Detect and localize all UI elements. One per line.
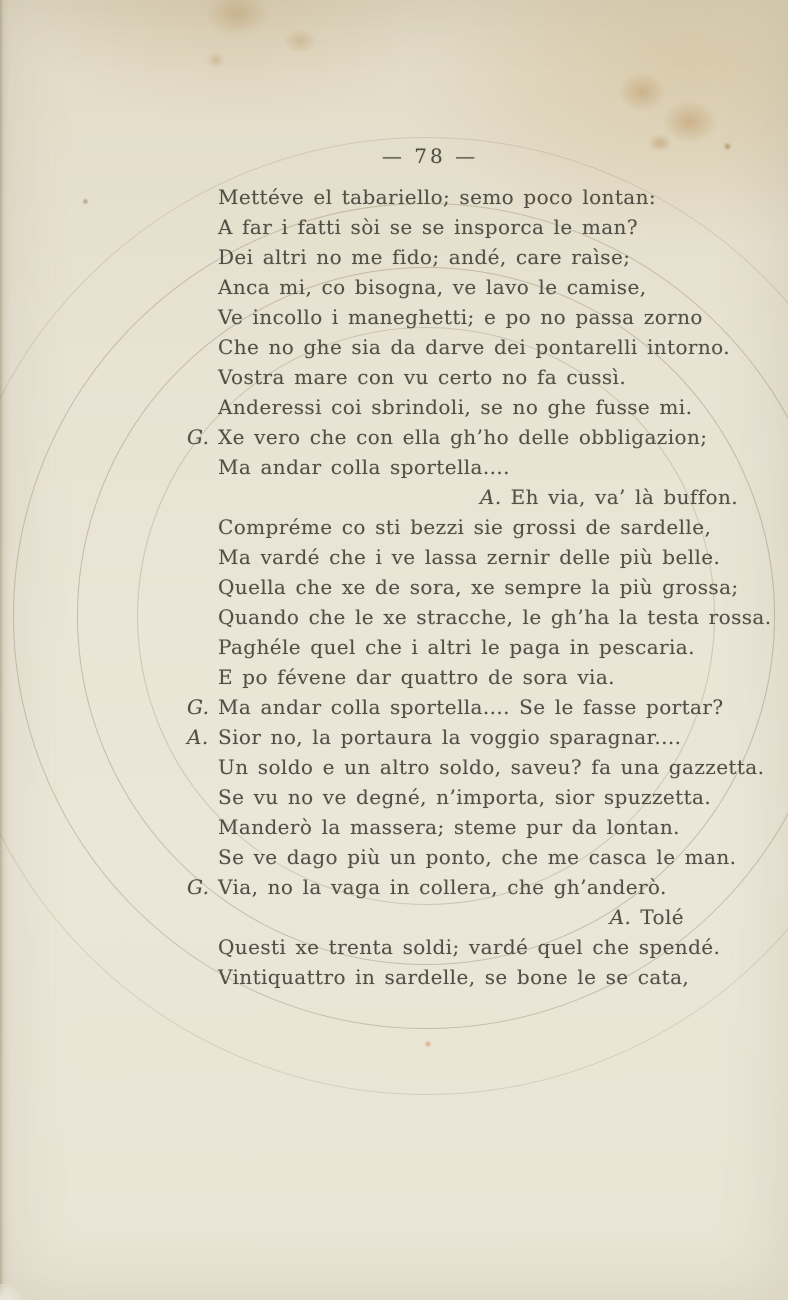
verse-text: Vostra mare con vu certo no fa cussì.: [218, 365, 627, 389]
verse-text: Paghéle quel che i altri le paga in pescaria.: [218, 635, 695, 659]
verse-line: [218, 482, 738, 512]
verse-line: [218, 782, 738, 812]
verse-line: [218, 212, 738, 242]
verse-text: Vintiquattro in sardelle, se bone le se cata,: [218, 965, 690, 989]
verse-text: Ma andar colla sportella....: [218, 455, 510, 479]
verse-line: [218, 842, 738, 872]
verse-text: Ma vardé che i ve lassa zernir delle più belle.: [218, 545, 721, 569]
verse-text: Tolé: [640, 905, 684, 929]
verse-text: A far i fatti sòi se se insporca le man?: [218, 215, 638, 239]
verse-text: Anca mi, co bisogna, ve lavo le camise,: [218, 275, 647, 299]
verse-line: [218, 602, 772, 632]
verse-line: [187, 422, 738, 452]
foxing-stain: [283, 28, 317, 54]
foxing-speck: [723, 142, 732, 151]
foxing-stain: [648, 134, 672, 152]
verse-text: Un soldo e un altro soldo, saveu? fa una gazzetta.: [218, 755, 765, 779]
verse-line: [218, 962, 738, 992]
foxing-stain: [618, 72, 666, 112]
speaker-label: G.: [187, 695, 210, 719]
foxing-speck: [82, 198, 89, 205]
speaker-label: A.: [480, 485, 502, 509]
verse-line: [187, 722, 738, 752]
verse-line: [218, 932, 738, 962]
verse-line: [218, 452, 738, 482]
verse-text: E po févene dar quattro de sora via.: [218, 665, 615, 689]
verse-text: Se vu no ve degné, n’importa, sior spuzzetta.: [218, 785, 712, 809]
verse-line: [218, 542, 738, 572]
verse-line: [218, 242, 738, 272]
speaker-label: A.: [187, 725, 209, 749]
verse-line: [218, 302, 738, 332]
verse-text: Xe vero che con ella gh’ho delle obbligazion;: [218, 425, 708, 449]
verse-text: Che no ghe sia da darve dei pontarelli intorno.: [218, 335, 731, 359]
verse-text: Questi xe trenta soldi; vardé quel che spendé.: [218, 935, 721, 959]
foxing-stain: [205, 0, 269, 36]
verse-text: Compréme co sti bezzi sie grossi de sardelle,: [218, 515, 712, 539]
verse-line: [218, 632, 738, 662]
verse-line: [218, 752, 765, 782]
verse-lines: [187, 182, 772, 992]
verse-line: [218, 512, 738, 542]
verse-text: Anderessi coi sbrindoli, se no ghe fusse mi.: [218, 395, 693, 419]
verse-text: Se ve dago più un ponto, che me casca le man.: [218, 845, 737, 869]
verse-text: Dei altri no me fido; andé, care raìse;: [218, 245, 631, 269]
verse-text: Quando che le xe stracche, le gh’ha la testa rossa.: [218, 605, 772, 629]
foxing-speck: [424, 1040, 432, 1048]
speaker-label: A.: [609, 905, 632, 929]
verse-text: Sior no, la portaura la voggio sparagnar....: [218, 725, 682, 749]
verse-line: [218, 272, 738, 302]
verse-text: Ve incollo i maneghetti; e po no passa zorno: [218, 305, 703, 329]
verse-line: [218, 362, 738, 392]
foxing-stain: [206, 52, 226, 68]
verse-line: [218, 662, 738, 692]
verse-text: Mettéve el tabariello; semo poco lontan:: [218, 185, 657, 209]
page-corner-highlight: [0, 1284, 26, 1300]
page-left-edge-shadow: [0, 0, 10, 1300]
verse-text: Ma andar colla sportella.... Se le fasse portar?: [218, 695, 724, 719]
verse-line: [218, 332, 738, 362]
page-number: — 78 —: [381, 144, 479, 168]
verse-line: [218, 182, 738, 212]
verse-text: Quella che xe de sora, xe sempre la più grossa;: [218, 575, 739, 599]
verse-text: Via, no la vaga in collera, che gh’anderò.: [218, 875, 667, 899]
verse-line: [187, 692, 738, 722]
verse-line: [218, 812, 738, 842]
verse-text: Manderò la massera; steme pur da lontan.: [218, 815, 680, 839]
foxing-stain: [662, 100, 718, 144]
verse-line: [187, 872, 738, 902]
verse-line: [218, 392, 738, 422]
verse-line: [218, 902, 738, 932]
verse-line: [218, 572, 738, 602]
verse-text: Eh via, va’ là buffon.: [510, 485, 738, 509]
speaker-label: G.: [187, 875, 210, 899]
speaker-label: G.: [187, 425, 210, 449]
